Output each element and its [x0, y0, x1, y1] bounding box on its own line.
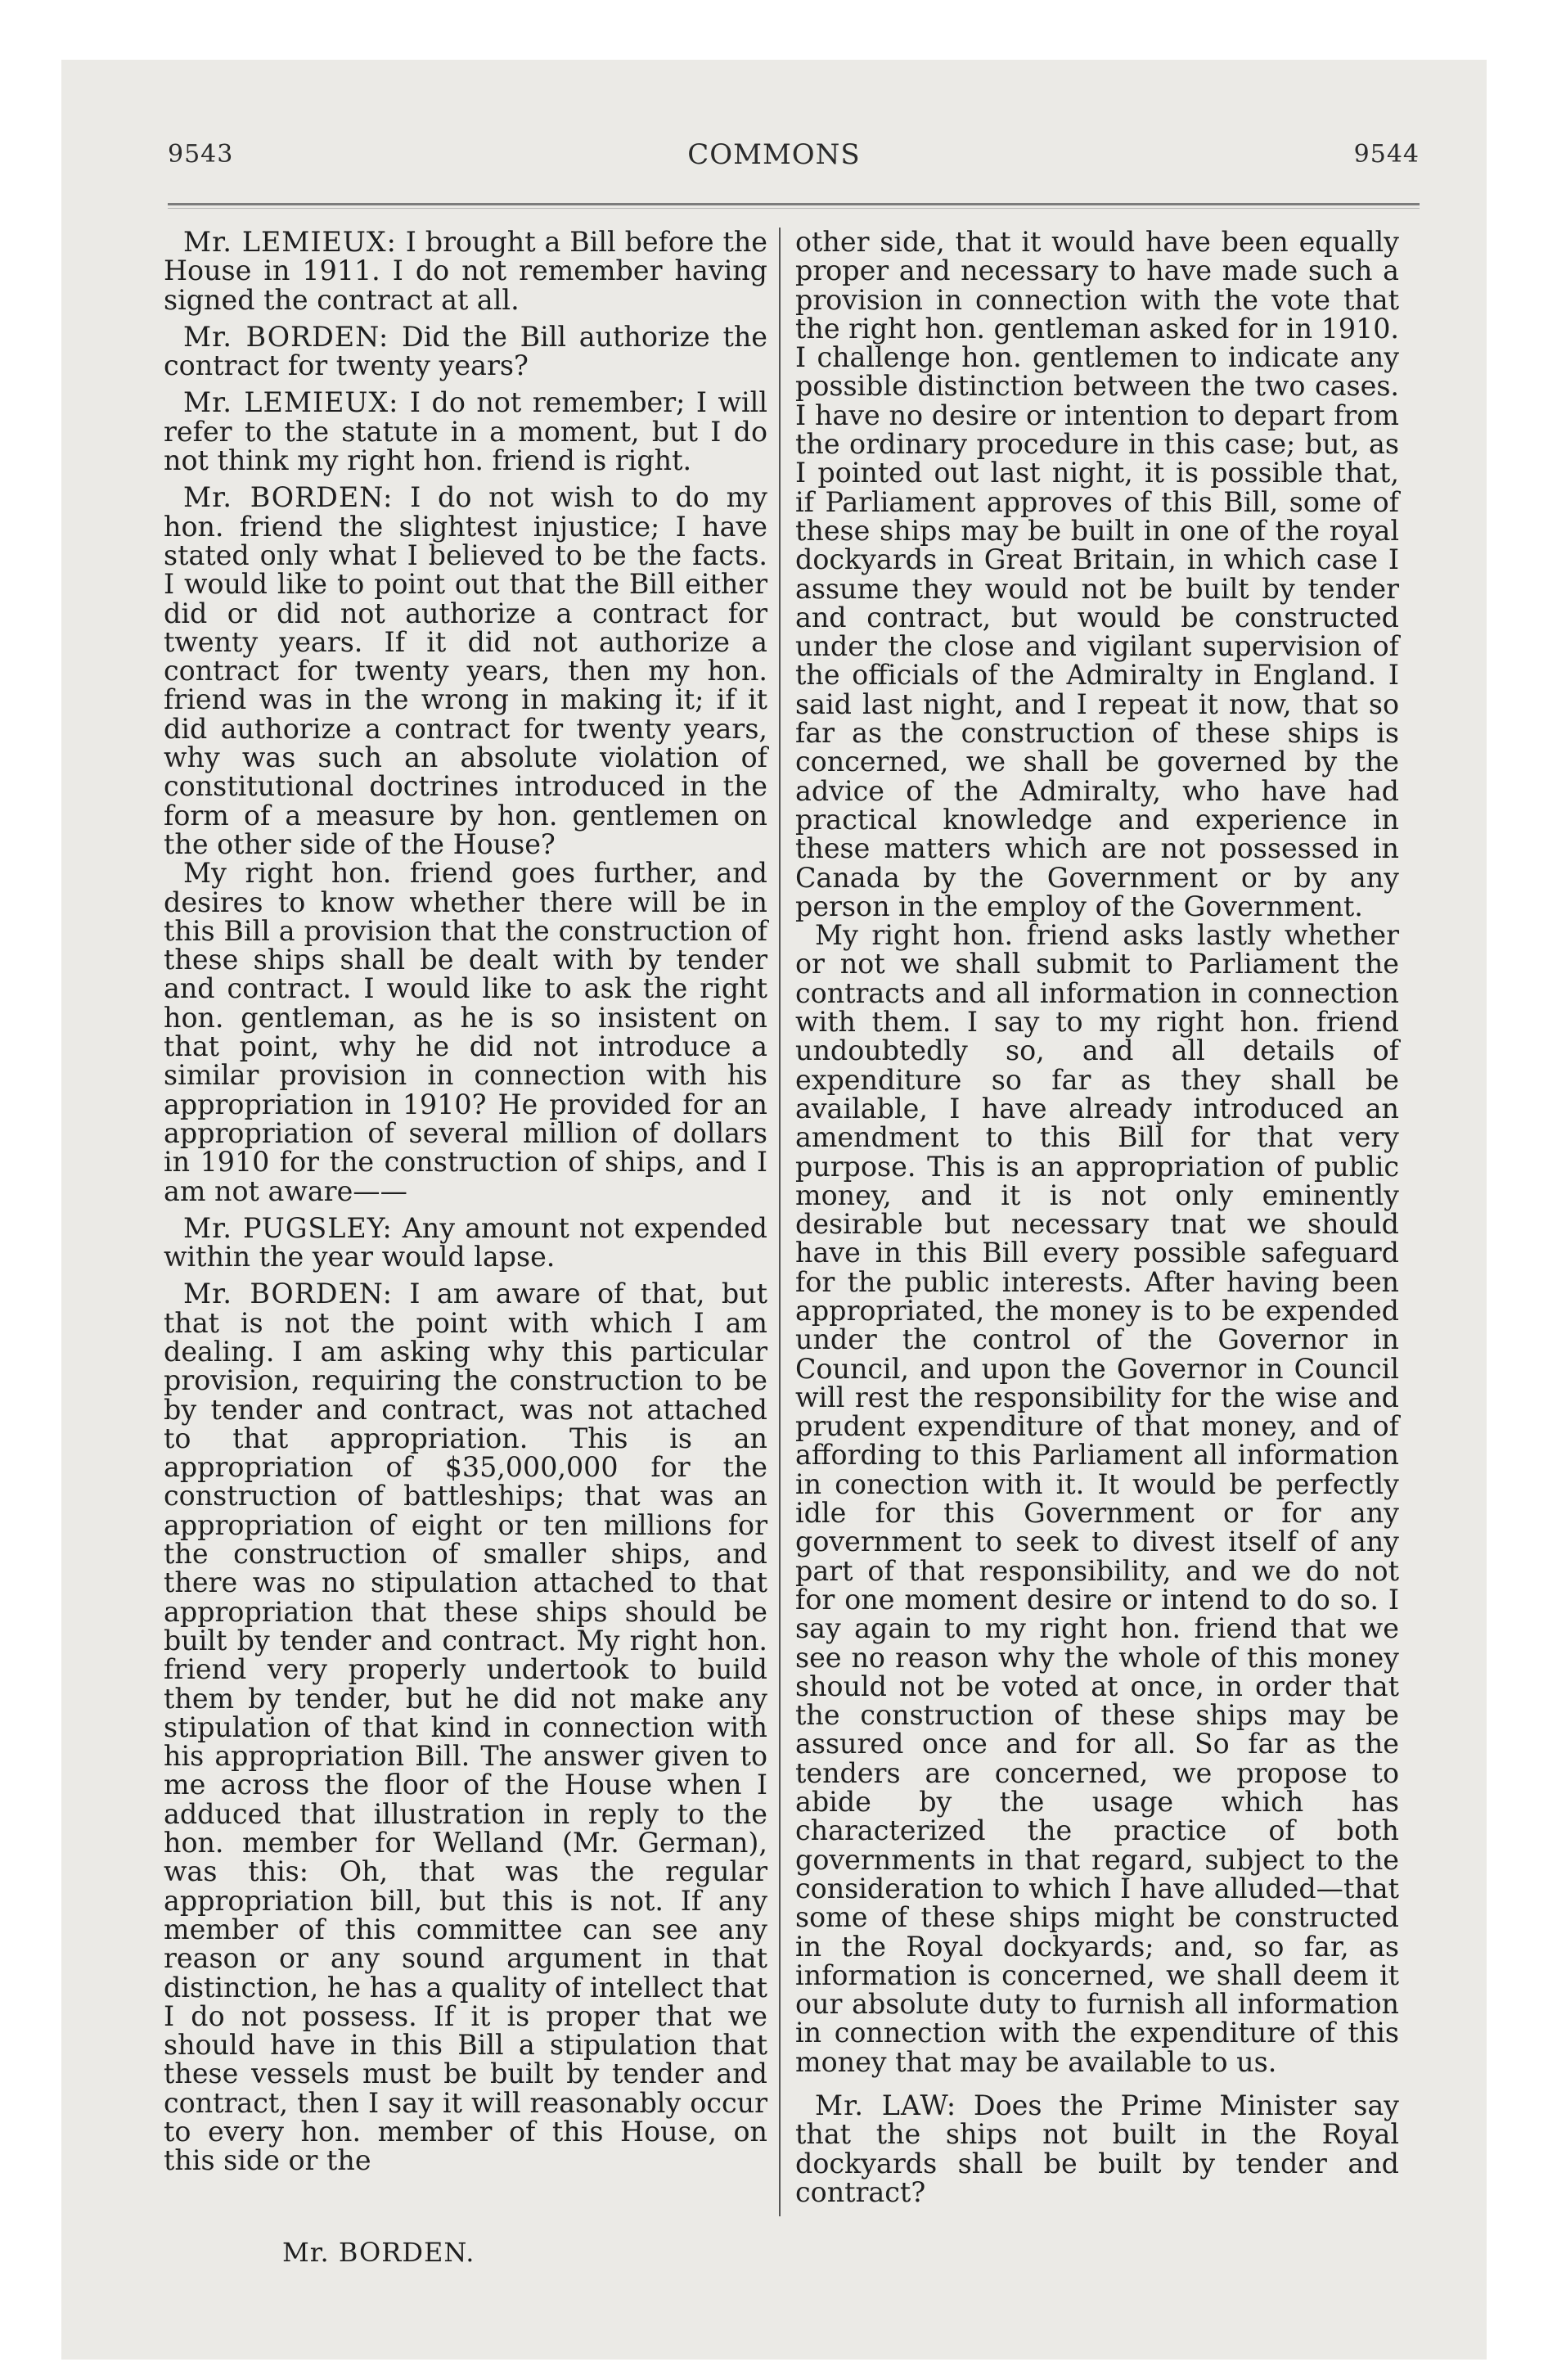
speech-text: I brought a Bill before the House in 1911. I do not remember having signed the contract at all.: [164, 226, 767, 316]
speech-text: other side, that it would have been equally proper and necessary to have made such a provision in connection with the vote that the right hon. gentleman asked for in 1910. I challenge hon. gentlemen to indicate any possible distinction between the two cases. I have no desire or intention to depart from the ordinary procedure in this case; but, as I pointed out last night, it is possible that, if Parliament approves of this Bill, some of these ships may be built in one of the royal dockyards in Great Britain, in which case I assume they would not be built by tender and contract, but would be constructed under the close and vigilant supervision of the officials of the Admiralty in England. I said last night, and I repeat it now, that so far as the construction of these ships is concerned, we shall be governed by the advice of the Admiralty, who have had practical knowledge and experience in these matters which are not possessed in Canada by the Government or by any person in the employ of the Government.: [795, 226, 1399, 922]
column-divider: [779, 228, 781, 2216]
speech-text: Did the Bill authorize the contract for twenty years?: [164, 320, 767, 382]
page-footer-speaker: Mr. BORDEN.: [282, 2237, 475, 2268]
paragraph: [164, 322, 767, 381]
paragraph: [164, 1279, 767, 2175]
left-column: [164, 228, 767, 2175]
page-number-left: 9543: [168, 140, 234, 169]
page-header: [61, 60, 1487, 215]
speaker-name: Mr. BORDEN:: [183, 320, 389, 353]
speech-text: I am aware of that, but that is not the point with which I am dealing. I am asking why this particular provision, requiring the construction to be by tender and contract, was not attached to that appropriation. This is an appropriation of $35,000,000 for the construction of battleships; that was an appropriation of eight or ten millions for the construction of smaller ships, and there was no stipulation attached to that appropriation that these ships should be built by tender and contract. My right hon. friend very properly undertook to build them by tender, but he did not make any stipulation of that kind in connection with his appropriation Bill. The answer given to me across the floor of the House when I adduced that illustration in reply to the hon. member for Welland (Mr. German), was this: Oh, that was the regular appropriation bill, but this is not. If any member of this committee can see any reason or any sound argument in that distinction, he has a quality of intellect that I do not possess. If it is proper that we should have in this Bill a stipulation that these vessels must be built by tender and contract, then I say it will reasonably occur to every hon. member of this House, on this side or the: [164, 1278, 767, 2177]
speech-text: Any amount not expended within the year would lapse.: [164, 1211, 767, 1273]
page-number-right: 9544: [1353, 140, 1420, 169]
page: [61, 60, 1487, 2360]
speaker-name: Mr. LAW:: [815, 2089, 957, 2121]
speech-text: I do not wish to do my hon. friend the slightest injustice; I have stated only what I believed to be the facts. I would like to point out that the Bill either did or did not authorize a contract for twenty years. If it did not authorize a contract for twenty years, then my hon. friend was in the wrong in making it; if it did authorize a contract for twenty years, why was such an absolute violation of constitutional doctrines introduced in the form of a measure by hon. gentlemen on the other side of the House?: [164, 481, 767, 860]
speech-text: I do not remember; I will refer to the statute in a moment, but I do not think my right hon. friend is right.: [164, 386, 767, 477]
speaker-name: Mr. LEMIEUX:: [183, 226, 397, 258]
running-title: COMMONS: [687, 138, 861, 171]
header-rule-thin: [168, 208, 1420, 209]
paragraph: [164, 388, 767, 475]
speaker-name: Mr. PUGSLEY:: [183, 1211, 393, 1244]
speech-text: My right hon. friend goes further, and desires to know whether there will be in this Bill a provision that the construction of these ships shall be dealt with by tender and contract. I would like to ask the right hon. gentleman, as he is so insistent on that point, why he did not introduce a similar provision in connection with his appropriation in 1910? He provided for an appropriation of several million of dollars in 1910 for the construction of ships, and I am not aware——: [164, 857, 767, 1207]
speaker-name: Mr. LEMIEUX:: [183, 386, 399, 419]
paragraph: [795, 2091, 1399, 2206]
right-column: [795, 228, 1399, 2206]
paragraph: [795, 228, 1399, 921]
speech-text: Does the Prime Minister say that the ships not built in the Royal dockyards shall be built by tender and contract?: [795, 2089, 1399, 2208]
paragraph: [164, 228, 767, 314]
header-rule: [168, 203, 1420, 205]
paragraph: [164, 483, 767, 859]
speaker-name: Mr. BORDEN:: [183, 481, 394, 514]
speaker-name: Mr. BORDEN:: [183, 1278, 393, 1310]
speech-text: My right hon. friend asks lastly whether or not we shall submit to Parliament the contracts and all information in connection with them. I say to my right hon. friend undoubtedly so, and all details of expenditure so far as they shall be available, I have already introduced an amendment to this Bill for that very purpose. This is an appropriation of public money, and it is not only eminently desirable but necessary tnat we should have in this Bill every possible safeguard for the public interests. After having been appropriated, the money is to be expended under the control of the Governor in Council, and upon the Governor in Council will rest the responsibility for the wise and prudent expenditure of that money, and of affording to this Parliament all information in conection with it. It would be perfectly idle for this Government or for any government to seek to divest itself of any part of that responsibility, and we do not for one moment desire or intend to do so. I say again to my right hon. friend that we see no reason why the whole of this money should not be voted at once, in order that the construction of these ships may be assured once and for all. So far as the tenders are concerned, we propose to abide by the usage which has characterized the practice of both governments in that regard, subject to the consideration to which I have alluded—that some of these ships might be constructed in the Royal dockyards; and, so far, as information is concerned, we shall deem it our absolute duty to furnish all information in connection with the expenditure of this money that may be available to us.: [795, 919, 1399, 2078]
paragraph: [164, 1211, 767, 1273]
paragraph: [795, 921, 1399, 2076]
paragraph: [164, 859, 767, 1206]
